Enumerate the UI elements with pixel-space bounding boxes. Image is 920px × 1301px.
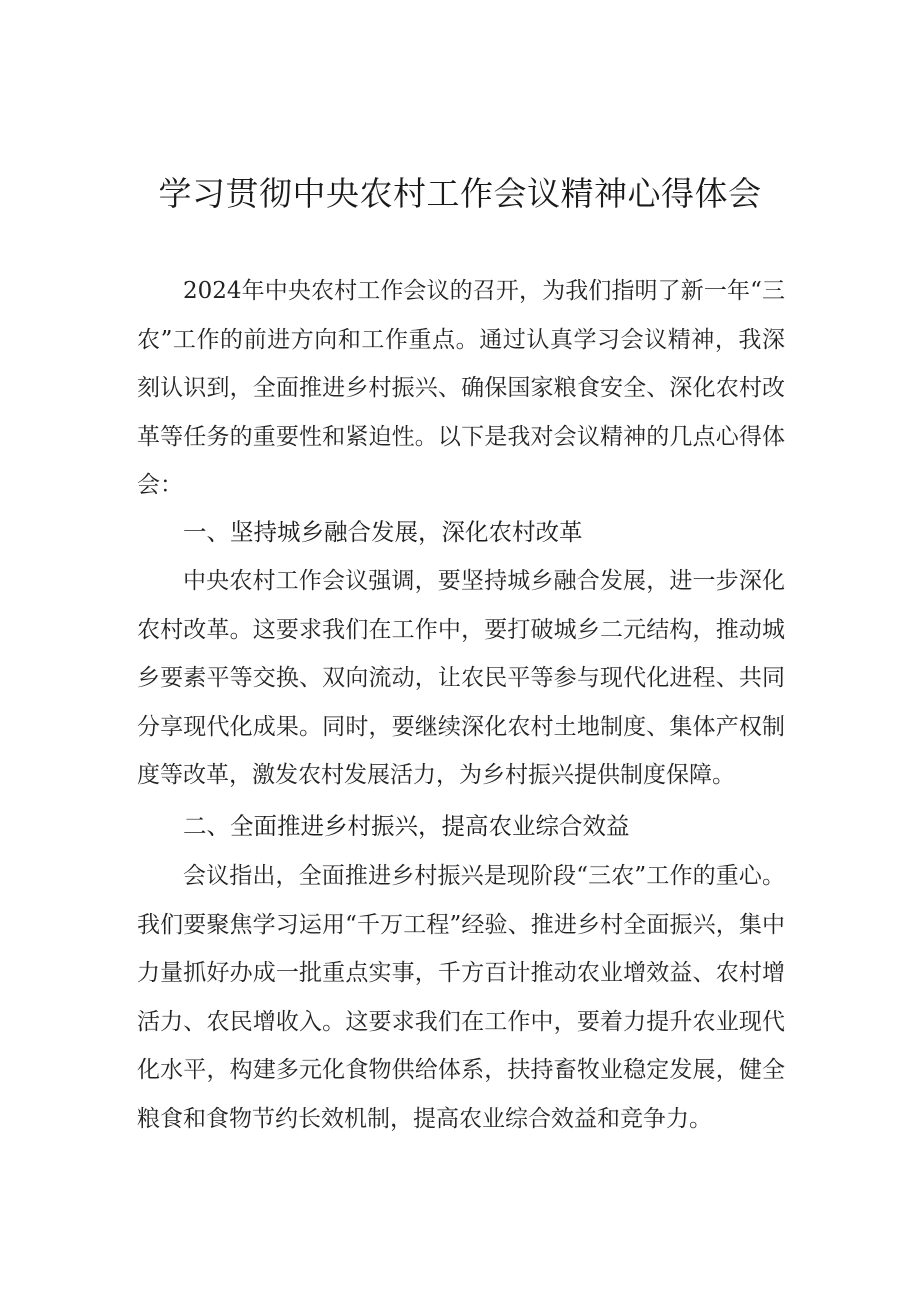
section-paragraph-2: 会议指出，全面推进乡村振兴是现阶段“三农”工作的重心。我们要聚焦学习运用“千万工程”经验、推进乡村全面振兴，集中力量抓好办成一批重点实事，千方百计推动农业增效益、农村增活力、农民增收入。这要求我们在工作中，要着力提升农业现代化水平，构建多元化食物供给体系，扶持畜牧业稳定发展，健全粮食和食物节约长效机制，提高农业综合效益和竞争力。 <box>137 863 785 1132</box>
section-heading-1: 一、坚持城乡融合发展，深化农村改革 <box>183 518 583 546</box>
section-paragraph-1: 中央农村工作会议强调，要坚持城乡融合发展，进一步深化农村改革。这要求我们在工作中，要打破城乡二元结构，推动城乡要素平等交换、双向流动，让农民平等参与现代化进程、共同分享现代化成果。同时，要继续深化农村土地制度、集体产权制度等改革，激发农村发展活力，为乡村振兴提供制度保障。 <box>137 568 785 789</box>
section-heading-2: 二、全面推进乡村振兴，提高农业综合效益 <box>183 812 630 840</box>
document-title: 学习贯彻中央农村工作会议精神心得体会 <box>158 174 762 213</box>
intro-paragraph: 2024年中央农村工作会议的召开，为我们指明了新一年“三农”工作的前进方向和工作重点。通过认真学习会议精神，我深刻认识到，全面推进乡村振兴、确保国家粮食安全、深化农村改革等任务的重要性和紧迫性。以下是我对会议精神的几点心得体会： <box>137 278 785 499</box>
